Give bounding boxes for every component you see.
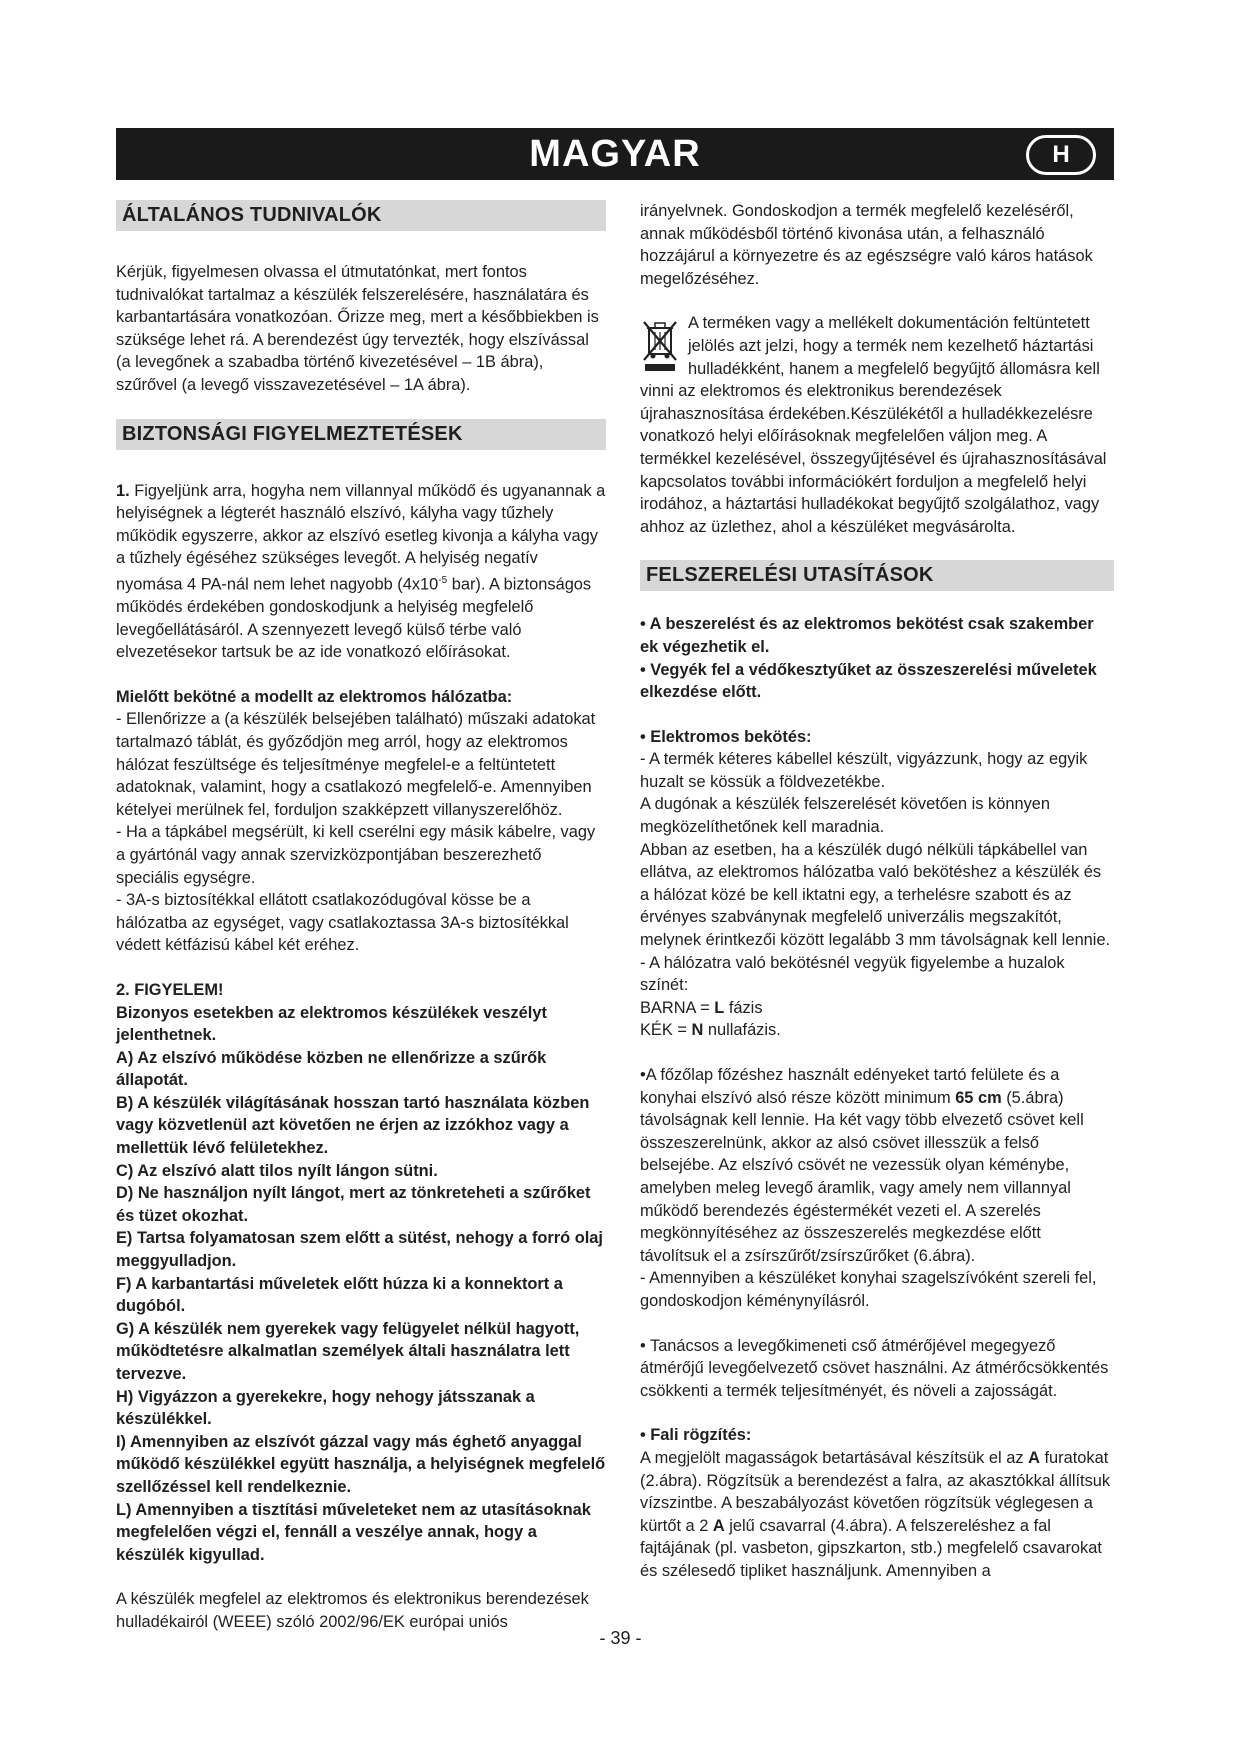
- distance-text-a: •A főzőlap főzéshez használt edényeket tartó felülete és a konyhai elszívó alsó része között minimum: [640, 1066, 1060, 1107]
- safety-heading: BIZTONSÁGI FIGYELMEZTETÉSEK: [116, 419, 606, 450]
- warning-title: 2. FIGYELEM!: [116, 980, 224, 999]
- right-column: [640, 200, 1114, 1582]
- distance-text-b: (5.ábra) távolságnak kell lennie. Ha két vagy több elvezető csövet kell összeszerelnünk, akkor az alsó csövet illesszük a felső belsejébe. Az elszívó csövét ne vezessük olyan kéménybe, amelyben meleg levegő áramlik, vagy amely nem villannyal működő berendezés égéstermékét vezeti el. A szerelés megkönnyítéséhez az összeszerelés megkezdése előtt távolítsuk el a zsírszűrőt/zsírszűrőket (6.ábra).: [640, 1088, 1084, 1265]
- crossed-out-bin-icon: [640, 318, 680, 372]
- left-column: [116, 200, 606, 1634]
- electric-item-4: - A hálózatra való bekötésnél vegyük figyelembe a huzalok színét:: [640, 953, 1065, 995]
- safety-item-1-text: Figyeljünk arra, hogyha nem villannyal működő és ugyanannak a helyiségnek a légterét használó elszívó, kályha vagy tűzhely működik egyszerre, akkor az elszívó esetleg kivonja a kályha vagy a tűzhely égéséhez szükséges levegőt. A helyiség negatív nyomása 4 PA-nál nem lehet nagyobb (4x10: [116, 481, 606, 594]
- wall-text-c: furatokat (2.ábra). Rögzítsük a berendezést a falra, az akasztókkal állítsuk vízszintbe. A beszabályozást követően rögzítsük véglegesen a kürtőt a 2: [640, 1448, 1111, 1535]
- language-title: MAGYAR: [529, 133, 701, 175]
- connect-item-2: - Ha a tápkábel megsérült, ki kell cserélni egy másik kábelre, vagy a gyártónál vagy annak szervizközpontjában beszerezhető speciális egységre.: [116, 823, 596, 887]
- connect-heading: Mielőtt bekötné a modellt az elektromos hálózatba:: [116, 687, 513, 706]
- general-heading: ÁLTALÁNOS TUDNIVALÓK: [116, 200, 606, 231]
- wire-brown-name: fázis: [724, 998, 763, 1017]
- warning-line-g: G) A készülék nem gyerekek vagy felügyelet nélkül hagyott, működtetésre alkalmatlan személyek általi használatra lett tervezve.: [116, 1319, 580, 1383]
- safety-item-1-tail: bar). A biztonságos működés érdekében gondoskodjunk a helyiség megfelelő levegőellátásáról. A szennyezett levegő külső térbe való elvezetésekor tartsuk be az ide vonatkozó előírásokat.: [116, 575, 592, 662]
- wire-blue: [640, 1019, 1114, 1042]
- language-banner: [116, 128, 1114, 180]
- weee-text: A terméken vagy a mellékelt dokumentáción feltüntetett jelölés azt jelzi, hogy a termék nem kezelhető háztartási hulladékként, hanem a megfelelő begyűjtő állomásra kell vinni az elektromos és elektronikus berendezések újrahasznosítása érdekében.Készülékétől a hulladékkezelésre vonatkozó helyi előírásoknak megfelelően váljon meg. A termékkel kezelésével, összegyűjtésével és újrahasznosításával kapcsolatos további információkért forduljon a megfelelő helyi irodához, a háztartási hulladékokat begyűjtő szolgálathoz, vagy ahhoz az üzlethez, ahol a készüléket megvásárolta.: [640, 314, 1107, 536]
- safety-item-1-exponent: -5: [438, 574, 448, 586]
- install-bullet-2: • Vegyék fel a védőkesztyűket az összeszerelési műveletek elkezdése előtt.: [640, 660, 1097, 702]
- warning-line-h: H) Vigyázzon a gyerekekre, hogy nehogy játsszanak a készülékkel.: [116, 1387, 535, 1429]
- wall-hole-label: A: [1028, 1448, 1040, 1467]
- warning-line-e: E) Tartsa folyamatosan szem előtt a sütést, nehogy a forró olaj meggyulladjon.: [116, 1229, 603, 1271]
- install-heading: FELSZERELÉSI UTASÍTÁSOK: [640, 560, 1114, 591]
- install-bullet-1: • A beszerelést és az elektromos bekötést csak szakember ek végezhetik el.: [640, 615, 1094, 656]
- connect-item-3: - 3A-s biztosítékkal ellátott csatlakozódugóval kösse be a hálózatba az egységet, vagy csatlakoztassa 3A-s biztosítékkal védett kétfázisú kábel két eréhez.: [116, 891, 569, 955]
- warning-line-d: D) Ne használjon nyílt lángot, mert az tönkreteheti a szűrőket és tüzet okozhat.: [116, 1184, 591, 1225]
- weee-intro: A készülék megfelel az elektromos és elektronikus berendezések hulladékairól (WEEE) szóló 2002/96/EK európai uniós: [116, 1590, 589, 1631]
- wire-brown: [640, 997, 1114, 1020]
- weee-continuation: irányelvnek. Gondoskodjon a termék megfelelő kezeléséről, annak működésből történő kivonása után, a felhasználó hozzájárul a környezetre és az egészségre való káros hatások megelőzéséhez.: [640, 202, 1093, 288]
- wire-blue-code: N: [691, 1021, 704, 1040]
- warning-line-i: I) Amennyiben az elszívót gázzal vagy más éghető anyaggal működő készülékkel együtt használja, a helyiségnek megfelelő szellőzéssel kell rendelkeznie.: [116, 1432, 606, 1496]
- wire-brown-label: BARNA =: [640, 998, 715, 1017]
- wall-text-a: A megjelölt magasságok betartásával készítsük el az: [640, 1448, 1029, 1467]
- distance-paragraph: [640, 1064, 1114, 1267]
- general-text: Kérjük, figyelmesen olvassa el útmutatónkat, mert fontos tudnivalókat tartalmaz a készülék felszerelésére, használatára és karbantartására vonatkozóan. Őrizze meg, mert a későbbiekben is szüksége lehet rá. A berendezést úgy tervezték, hogy elszívással (a levegőnek a szabadba történő kivezetésével – 1B ábra), szűrővel (a levegő visszavezetésével – 1A ábra).: [116, 263, 599, 394]
- wire-blue-label: KÉK =: [640, 1021, 692, 1040]
- country-badge: H: [1026, 135, 1096, 175]
- warning-line-f: F) A karbantartási műveletek előtt húzza ki a konnektort a dugóból.: [116, 1274, 563, 1316]
- warning-line-a: A) Az elszívó működése közben ne ellenőrizze a szűrők állapotát.: [116, 1048, 547, 1090]
- electric-item-3: Abban az esetben, ha a készülék dugó nélküli tápkábellel van ellátva, az elektromos hálózatba való bekötéshez a készülék és a hálózat közé be kell iktatni egy, a terhelésre szabott és az érvényes szabványnak megfelelő univerzális megszakítót, melynek érintkezői között legalább 3 mm távolságnak kell lennie.: [640, 840, 1111, 950]
- warning-line-c: C) Az elszívó alatt tilos nyílt lángon sütni.: [116, 1161, 438, 1180]
- safety-item-1-number: 1.: [116, 481, 130, 500]
- warning-line-intro: Bizonyos esetekben az elektromos készülékek veszélyt jelenthetnek.: [116, 1003, 547, 1045]
- page-number: - 39 -: [599, 1628, 642, 1648]
- duct-tip: • Tanácsos a levegőkimeneti cső átmérőjével megegyező átmérőjű levegőelvezető csövet használni. Az átmérőcsökkentés csökkenti a termék teljesítményét, és növeli a zajosságát.: [640, 1336, 1109, 1400]
- wall-screw-label: A: [712, 1516, 725, 1535]
- wall-paragraph: [640, 1447, 1114, 1583]
- distance-note: - Amennyiben a készüléket konyhai szagelszívóként szereli fel, gondoskodjon kéménynyílásról.: [640, 1269, 1097, 1310]
- warning-line-l: L) Amennyiben a tisztítási műveleteket nem az utasításoknak megfelelően végzi el, fennáll a veszélye annak, hogy a készülék kigyullad.: [116, 1500, 591, 1564]
- connect-item-1: - Ellenőrizze a (a készülék belsejében található) műszaki adatokat tartalmazó táblát, és győződjön meg arról, hogy az elektromos hálózat feszültsége és teljesítménye megfelel-e a feltüntetett adatoknak, valamint, hogy a csatlakozó megfelelő-e. Amennyiben kételyei merülnek fel, forduljon szakképzett villanyszerelőhöz.: [116, 710, 596, 819]
- wire-blue-name: nullafázis.: [703, 1021, 781, 1040]
- wall-text-d: jelű csavarral (4.ábra). A felszereléshez a fal fajtájának (pl. vasbeton, gipszkarton, stb.) megfelelő csavarokat és szélesedő tipliket használjunk. Amennyiben a: [640, 1516, 1102, 1580]
- electric-item-1: - A termék kéteres kábellel készült, vigyázzunk, hogy az egyik huzalt se kössük a földvezetékbe.: [640, 750, 1088, 791]
- warning-line-b: B) A készülék világításának hosszan tartó használata közben vagy közvetlenül azt követően ne érjen az izzókhoz vagy a mellettük lévő felületekhez.: [116, 1093, 590, 1158]
- weee-block: [640, 312, 1114, 538]
- safety-item-1: [116, 480, 606, 664]
- wire-brown-code: L: [714, 998, 725, 1017]
- wall-heading: • Fali rögzítés:: [640, 1426, 752, 1445]
- distance-value: 65 cm: [955, 1088, 1002, 1107]
- electric-heading: • Elektromos bekötés:: [640, 727, 812, 746]
- electric-item-2: A dugónak a készülék felszerelését követően is könnyen megközelíthetőnek kell maradnia.: [640, 795, 1051, 837]
